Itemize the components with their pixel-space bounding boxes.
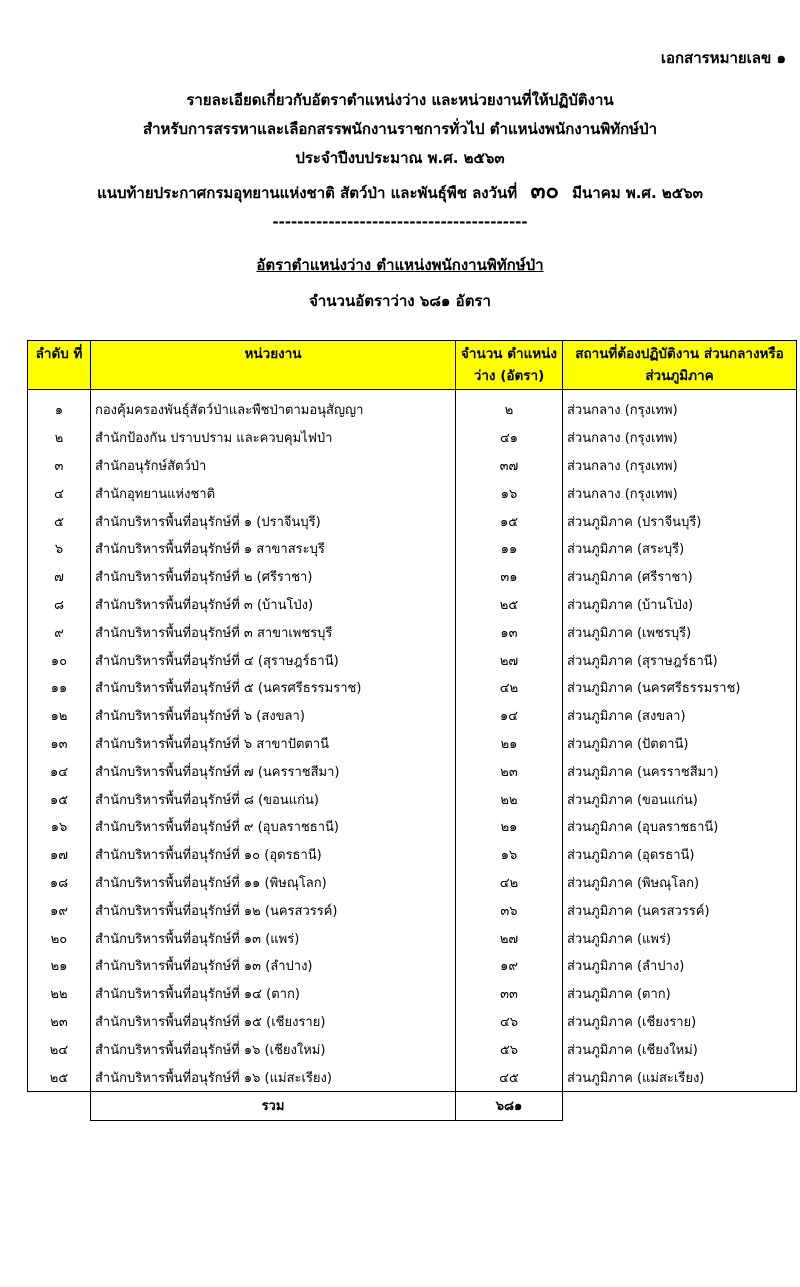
row-no: ๒๔ bbox=[28, 1035, 91, 1063]
row-location: ส่วนภูมิภาค (บ้านโป่ง) bbox=[563, 591, 797, 619]
row-count: ๔๑ bbox=[456, 424, 563, 452]
table-row bbox=[28, 896, 797, 924]
row-no: ๗ bbox=[28, 563, 91, 591]
row-unit: สำนักบริหารพื้นที่อนุรักษ์ที่ ๗ (นครราชสีมา) bbox=[91, 757, 456, 785]
table-row bbox=[28, 813, 797, 841]
row-no: ๒๐ bbox=[28, 924, 91, 952]
header-line-4 bbox=[0, 179, 800, 204]
total-value: ๖๘๑ bbox=[456, 1091, 563, 1120]
row-unit: สำนักบริหารพื้นที่อนุรักษ์ที่ ๔ (สุราษฎร์ธานี) bbox=[91, 646, 456, 674]
header-line-2: สำหรับการสรรหาและเลือกสรรพนักงานราชการทั่วไป ตำแหน่งพนักงานพิทักษ์ป่า bbox=[142, 120, 658, 138]
table-row bbox=[28, 424, 797, 452]
table-row bbox=[28, 1008, 797, 1036]
table-row bbox=[28, 452, 797, 480]
row-unit: สำนักบริหารพื้นที่อนุรักษ์ที่ ๑๑ (พิษณุโลก) bbox=[91, 869, 456, 897]
row-no: ๒๓ bbox=[28, 1008, 91, 1036]
row-count: ๔๖ bbox=[456, 1008, 563, 1036]
row-no: ๒๕ bbox=[28, 1063, 91, 1091]
row-unit: สำนักบริหารพื้นที่อนุรักษ์ที่ ๕ (นครศรีธรรมราช) bbox=[91, 674, 456, 702]
row-count: ๒๒ bbox=[456, 785, 563, 813]
row-no: ๒ bbox=[28, 424, 91, 452]
row-count: ๕๖ bbox=[456, 1035, 563, 1063]
row-location: ส่วนภูมิภาค (นครราชสีมา) bbox=[563, 757, 797, 785]
table-header-row bbox=[28, 341, 797, 390]
table-row bbox=[28, 479, 797, 507]
row-no: ๖ bbox=[28, 535, 91, 563]
row-location: ส่วนภูมิภาค (อุบลราชธานี) bbox=[563, 813, 797, 841]
vacancy-count-line: จำนวนอัตราว่าง ๖๘๑ อัตรา bbox=[309, 292, 491, 310]
separator-line: ----------------------------------------- bbox=[272, 213, 528, 231]
header-line-1: รายละเอียดเกี่ยวกับอัตราตำแหน่งว่าง และหน่วยงานที่ให้ปฏิบัติงาน bbox=[186, 91, 614, 109]
row-no: ๑๖ bbox=[28, 813, 91, 841]
table-row bbox=[28, 535, 797, 563]
row-no: ๕ bbox=[28, 507, 91, 535]
row-no: ๘ bbox=[28, 591, 91, 619]
row-unit: สำนักบริหารพื้นที่อนุรักษ์ที่ ๑ (ปราจีนบุรี) bbox=[91, 507, 456, 535]
row-count: ๔๒ bbox=[456, 869, 563, 897]
row-unit: สำนักบริหารพื้นที่อนุรักษ์ที่ ๓ สาขาเพชรบุรี bbox=[91, 618, 456, 646]
document-number: เอกสารหมายเลข ๑ bbox=[660, 49, 786, 67]
total-row bbox=[28, 1091, 797, 1120]
row-count: ๒๓ bbox=[456, 757, 563, 785]
announcement-day: ๓๐ bbox=[530, 179, 559, 204]
row-unit: สำนักบริหารพื้นที่อนุรักษ์ที่ ๑๒ (นครสวรรค์) bbox=[91, 896, 456, 924]
row-unit: สำนักบริหารพื้นที่อนุรักษ์ที่ ๘ (ขอนแก่น) bbox=[91, 785, 456, 813]
table-row bbox=[28, 1063, 797, 1091]
row-location: ส่วนภูมิภาค (ตาก) bbox=[563, 980, 797, 1008]
row-location: ส่วนภูมิภาค (สงขลา) bbox=[563, 702, 797, 730]
table-row bbox=[28, 924, 797, 952]
row-location: ส่วนกลาง (กรุงเทพ) bbox=[563, 390, 797, 424]
row-no: ๑๗ bbox=[28, 841, 91, 869]
row-count: ๓๖ bbox=[456, 896, 563, 924]
row-unit: สำนักบริหารพื้นที่อนุรักษ์ที่ ๑๔ (ตาก) bbox=[91, 980, 456, 1008]
row-location: ส่วนภูมิภาค (แพร่) bbox=[563, 924, 797, 952]
table-row bbox=[28, 757, 797, 785]
vacancy-subtitle: อัตราตำแหน่งว่าง ตำแหน่งพนักงานพิทักษ์ป่า bbox=[256, 256, 544, 274]
row-unit: สำนักอุทยานแห่งชาติ bbox=[91, 479, 456, 507]
row-no: ๑๓ bbox=[28, 730, 91, 758]
row-no: ๔ bbox=[28, 479, 91, 507]
row-unit: กองคุ้มครองพันธุ์สัตว์ป่าและพืชป่าตามอนุสัญญา bbox=[91, 390, 456, 424]
row-no: ๑๘ bbox=[28, 869, 91, 897]
row-count: ๑๖ bbox=[456, 841, 563, 869]
table-row bbox=[28, 563, 797, 591]
total-label: รวม bbox=[91, 1091, 456, 1120]
row-count: ๑๕ bbox=[456, 507, 563, 535]
row-unit: สำนักบริหารพื้นที่อนุรักษ์ที่ ๓ (บ้านโป่ง) bbox=[91, 591, 456, 619]
row-no: ๑๕ bbox=[28, 785, 91, 813]
row-count: ๓๓ bbox=[456, 980, 563, 1008]
row-location: ส่วนภูมิภาค (เพชรบุรี) bbox=[563, 618, 797, 646]
header-location: สถานที่ต้องปฏิบัติงาน ส่วนกลางหรือส่วนภูมิภาค bbox=[563, 341, 797, 390]
row-no: ๑๒ bbox=[28, 702, 91, 730]
row-unit: สำนักป้องกัน ปราบปราม และควบคุมไฟป่า bbox=[91, 424, 456, 452]
table-row bbox=[28, 980, 797, 1008]
table-row bbox=[28, 785, 797, 813]
row-location: ส่วนภูมิภาค (ลำปาง) bbox=[563, 952, 797, 980]
row-unit: สำนักบริหารพื้นที่อนุรักษ์ที่ ๑๕ (เชียงราย) bbox=[91, 1008, 456, 1036]
row-location: ส่วนภูมิภาค (สระบุรี) bbox=[563, 535, 797, 563]
row-unit: สำนักบริหารพื้นที่อนุรักษ์ที่ ๖ สาขาปัตตานี bbox=[91, 730, 456, 758]
row-no: ๑๑ bbox=[28, 674, 91, 702]
row-no: ๑๙ bbox=[28, 896, 91, 924]
row-location: ส่วนภูมิภาค (แม่สะเรียง) bbox=[563, 1063, 797, 1091]
row-location: ส่วนภูมิภาค (อุดรธานี) bbox=[563, 841, 797, 869]
row-location: ส่วนภูมิภาค (พิษณุโลก) bbox=[563, 869, 797, 897]
row-no: ๒๑ bbox=[28, 952, 91, 980]
row-location: ส่วนภูมิภาค (ศรีราชา) bbox=[563, 563, 797, 591]
row-no: ๑๐ bbox=[28, 646, 91, 674]
total-blank-cell bbox=[563, 1091, 797, 1120]
row-location: ส่วนภูมิภาค (เชียงใหม่) bbox=[563, 1035, 797, 1063]
row-count: ๓๑ bbox=[456, 563, 563, 591]
row-count: ๒๗ bbox=[456, 646, 563, 674]
announcement-prefix: แนบท้ายประกาศกรมอุทยานแห่งชาติ สัตว์ป่า และพันธุ์พืช ลงวันที่ bbox=[97, 184, 518, 202]
row-unit: สำนักอนุรักษ์สัตว์ป่า bbox=[91, 452, 456, 480]
row-location: ส่วนกลาง (กรุงเทพ) bbox=[563, 424, 797, 452]
table-row bbox=[28, 646, 797, 674]
row-count: ๔๕ bbox=[456, 1063, 563, 1091]
table-row bbox=[28, 869, 797, 897]
row-unit: สำนักบริหารพื้นที่อนุรักษ์ที่ ๑ สาขาสระบุรี bbox=[91, 535, 456, 563]
row-count: ๓๗ bbox=[456, 452, 563, 480]
row-count: ๑๓ bbox=[456, 618, 563, 646]
table-row bbox=[28, 841, 797, 869]
row-unit: สำนักบริหารพื้นที่อนุรักษ์ที่ ๑๖ (แม่สะเรียง) bbox=[91, 1063, 456, 1091]
row-unit: สำนักบริหารพื้นที่อนุรักษ์ที่ ๑๖ (เชียงใหม่) bbox=[91, 1035, 456, 1063]
row-count: ๔๒ bbox=[456, 674, 563, 702]
table-row bbox=[28, 730, 797, 758]
row-location: ส่วนภูมิภาค (นครศรีธรรมราช) bbox=[563, 674, 797, 702]
total-blank-cell bbox=[28, 1091, 91, 1120]
table-body bbox=[28, 390, 797, 1121]
row-count: ๑๙ bbox=[456, 952, 563, 980]
row-count: ๒๗ bbox=[456, 924, 563, 952]
table-row bbox=[28, 507, 797, 535]
table-row bbox=[28, 591, 797, 619]
table-row bbox=[28, 618, 797, 646]
announcement-date-suffix: มีนาคม พ.ศ. ๒๕๖๓ bbox=[572, 184, 703, 202]
row-unit: สำนักบริหารพื้นที่อนุรักษ์ที่ ๑๓ (แพร่) bbox=[91, 924, 456, 952]
row-unit: สำนักบริหารพื้นที่อนุรักษ์ที่ ๖ (สงขลา) bbox=[91, 702, 456, 730]
table-row bbox=[28, 674, 797, 702]
vacancy-table bbox=[27, 340, 797, 1121]
table-row bbox=[28, 952, 797, 980]
row-unit: สำนักบริหารพื้นที่อนุรักษ์ที่ ๑๐ (อุดรธานี) bbox=[91, 841, 456, 869]
row-count: ๑๖ bbox=[456, 479, 563, 507]
row-count: ๒ bbox=[456, 390, 563, 424]
table-row bbox=[28, 1035, 797, 1063]
header-unit: หน่วยงาน bbox=[91, 341, 456, 390]
row-location: ส่วนภูมิภาค (สุราษฎร์ธานี) bbox=[563, 646, 797, 674]
row-no: ๓ bbox=[28, 452, 91, 480]
row-location: ส่วนกลาง (กรุงเทพ) bbox=[563, 452, 797, 480]
row-count: ๑๑ bbox=[456, 535, 563, 563]
header-count: จำนวน ตำแหน่งว่าง (อัตรา) bbox=[456, 341, 563, 390]
row-count: ๒๕ bbox=[456, 591, 563, 619]
row-unit: สำนักบริหารพื้นที่อนุรักษ์ที่ ๒ (ศรีราชา) bbox=[91, 563, 456, 591]
row-location: ส่วนภูมิภาค (นครสวรรค์) bbox=[563, 896, 797, 924]
row-location: ส่วนภูมิภาค (ปราจีนบุรี) bbox=[563, 507, 797, 535]
row-location: ส่วนกลาง (กรุงเทพ) bbox=[563, 479, 797, 507]
row-location: ส่วนภูมิภาค (เชียงราย) bbox=[563, 1008, 797, 1036]
header-line-3: ประจำปีงบประมาณ พ.ศ. ๒๕๖๓ bbox=[295, 149, 505, 167]
row-no: ๑๔ bbox=[28, 757, 91, 785]
row-unit: สำนักบริหารพื้นที่อนุรักษ์ที่ ๙ (อุบลราชธานี) bbox=[91, 813, 456, 841]
header-no: ลำดับ ที่ bbox=[28, 341, 91, 390]
table-row bbox=[28, 702, 797, 730]
row-count: ๒๑ bbox=[456, 813, 563, 841]
row-no: ๑ bbox=[28, 390, 91, 424]
row-count: ๒๑ bbox=[456, 730, 563, 758]
row-no: ๒๒ bbox=[28, 980, 91, 1008]
row-no: ๙ bbox=[28, 618, 91, 646]
row-unit: สำนักบริหารพื้นที่อนุรักษ์ที่ ๑๓ (ลำปาง) bbox=[91, 952, 456, 980]
row-location: ส่วนภูมิภาค (ปัตตานี) bbox=[563, 730, 797, 758]
row-count: ๑๔ bbox=[456, 702, 563, 730]
table-row bbox=[28, 390, 797, 424]
row-location: ส่วนภูมิภาค (ขอนแก่น) bbox=[563, 785, 797, 813]
